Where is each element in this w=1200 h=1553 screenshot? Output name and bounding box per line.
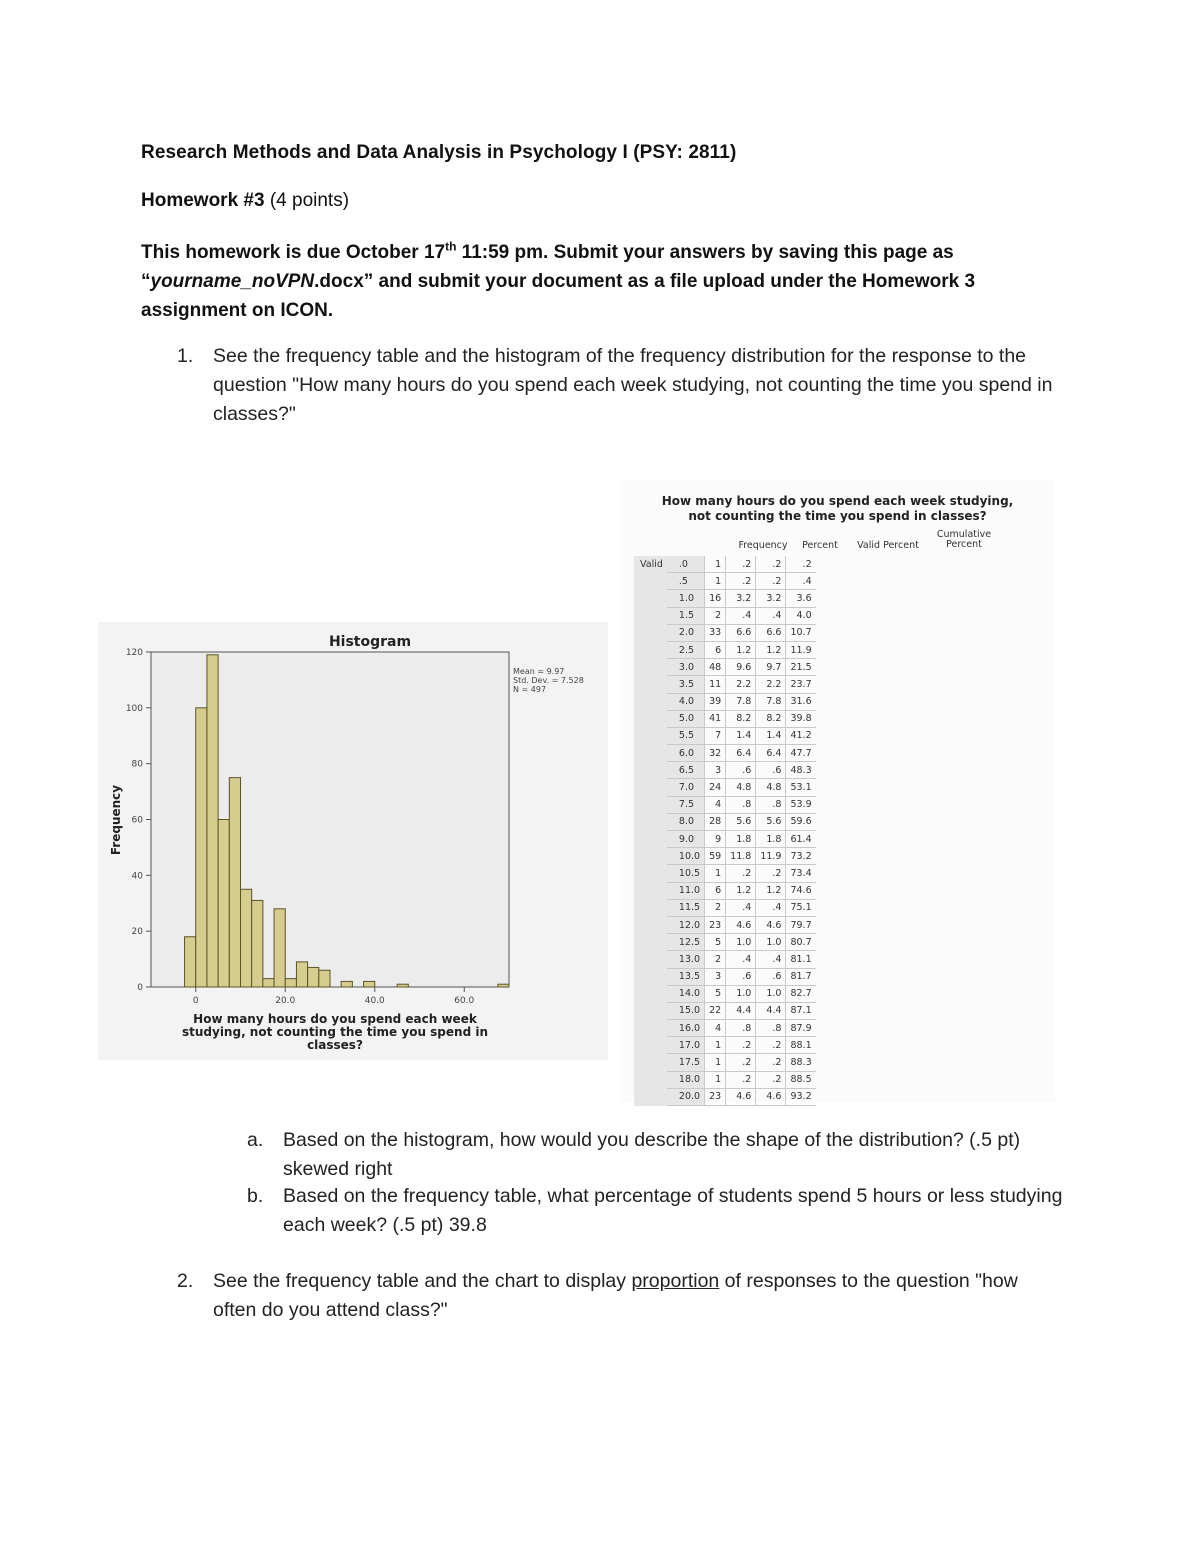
row-group-cell bbox=[634, 1037, 667, 1054]
table-row bbox=[634, 727, 816, 744]
frequency-cell: 5 bbox=[705, 934, 726, 951]
histogram-bar bbox=[364, 981, 375, 987]
frequency-cell: 1 bbox=[705, 573, 726, 590]
histogram-bar bbox=[196, 708, 207, 987]
frequency-cell: 28 bbox=[705, 813, 726, 830]
cumulative-percent-cell: 41.2 bbox=[786, 727, 816, 744]
header-cumulative-percent: Cumulative Percent bbox=[936, 529, 992, 550]
hours-cell: 7.5 bbox=[667, 796, 705, 813]
valid-percent-cell: 8.2 bbox=[756, 710, 786, 727]
frequency-cell: 3 bbox=[705, 762, 726, 779]
percent-cell: 11.8 bbox=[726, 848, 756, 865]
valid-percent-cell: 1.0 bbox=[756, 985, 786, 1002]
table-row bbox=[634, 1020, 816, 1037]
frequency-cell: 33 bbox=[705, 624, 726, 641]
row-group-cell bbox=[634, 813, 667, 830]
row-group-cell bbox=[634, 882, 667, 899]
table-row bbox=[634, 831, 816, 848]
x-tick-label: 0 bbox=[192, 996, 199, 1006]
frequency-cell: 11 bbox=[705, 676, 726, 693]
histogram-chart bbox=[98, 622, 608, 1060]
cumulative-percent-cell: 80.7 bbox=[786, 934, 816, 951]
row-group-cell bbox=[634, 641, 667, 658]
cumulative-percent-cell: 74.6 bbox=[786, 882, 816, 899]
percent-cell: .6 bbox=[726, 762, 756, 779]
cumulative-percent-cell: .2 bbox=[786, 556, 816, 573]
histogram-bar bbox=[308, 967, 319, 987]
stat-std-dev: Std. Dev. = 7.528 bbox=[513, 676, 584, 685]
percent-cell: 7.8 bbox=[726, 693, 756, 710]
hours-cell: 12.0 bbox=[667, 916, 705, 933]
x-axis-label-line-2: studying, not counting the time you spend in bbox=[181, 1025, 489, 1039]
row-group-cell bbox=[634, 710, 667, 727]
hours-cell: 13.5 bbox=[667, 968, 705, 985]
row-group-cell bbox=[634, 899, 667, 916]
percent-cell: 8.2 bbox=[726, 710, 756, 727]
cumulative-percent-cell: 87.1 bbox=[786, 1002, 816, 1019]
hours-cell: 4.0 bbox=[667, 693, 705, 710]
valid-percent-cell: 1.4 bbox=[756, 727, 786, 744]
valid-percent-cell: .6 bbox=[756, 762, 786, 779]
percent-cell: 6.6 bbox=[726, 624, 756, 641]
percent-cell: 5.6 bbox=[726, 813, 756, 830]
table-row bbox=[634, 676, 816, 693]
valid-percent-cell: 4.6 bbox=[756, 1088, 786, 1105]
frequency-cell: 24 bbox=[705, 779, 726, 796]
row-group-cell bbox=[634, 831, 667, 848]
table-row bbox=[634, 710, 816, 727]
frequency-cell: 9 bbox=[705, 831, 726, 848]
table-row bbox=[634, 899, 816, 916]
frequency-table-body bbox=[634, 556, 816, 1106]
frequency-cell: 3 bbox=[705, 968, 726, 985]
histogram-bar bbox=[252, 900, 263, 987]
frequency-cell: 1 bbox=[705, 556, 726, 573]
valid-percent-cell: 4.8 bbox=[756, 779, 786, 796]
x-axis bbox=[193, 987, 475, 1006]
hours-cell: 2.0 bbox=[667, 624, 705, 641]
hours-cell: 9.0 bbox=[667, 831, 705, 848]
frequency-cell: 4 bbox=[705, 1020, 726, 1037]
table-row bbox=[634, 865, 816, 882]
frequency-cell: 2 bbox=[705, 607, 726, 624]
question-2 bbox=[177, 1267, 1077, 1327]
frequency-cell: 41 bbox=[705, 710, 726, 727]
valid-percent-cell: 1.8 bbox=[756, 831, 786, 848]
hours-cell: 2.5 bbox=[667, 641, 705, 658]
question-1a-letter: a. bbox=[247, 1129, 264, 1151]
stat-n: N = 497 bbox=[513, 685, 547, 694]
frequency-cell: 1 bbox=[705, 1071, 726, 1088]
row-group-cell bbox=[634, 934, 667, 951]
header-frequency: Frequency bbox=[738, 540, 788, 551]
hours-cell: 16.0 bbox=[667, 1020, 705, 1037]
hours-cell: 5.0 bbox=[667, 710, 705, 727]
histogram-bar bbox=[185, 937, 196, 987]
table-row bbox=[634, 624, 816, 641]
frequency-cell: 1 bbox=[705, 865, 726, 882]
histogram-bar bbox=[207, 655, 218, 987]
valid-percent-cell: 9.7 bbox=[756, 659, 786, 676]
table-row bbox=[634, 745, 816, 762]
percent-cell: .2 bbox=[726, 1071, 756, 1088]
cumulative-percent-cell: 11.9 bbox=[786, 641, 816, 658]
table-title-line-1: How many hours do you spend each week studying, bbox=[661, 494, 1014, 508]
hours-cell: 3.5 bbox=[667, 676, 705, 693]
due-instructions bbox=[141, 238, 1081, 325]
percent-cell: .4 bbox=[726, 899, 756, 916]
percent-cell: .6 bbox=[726, 968, 756, 985]
hours-cell: 1.0 bbox=[667, 590, 705, 607]
valid-percent-cell: .8 bbox=[756, 1020, 786, 1037]
valid-percent-cell: 1.2 bbox=[756, 641, 786, 658]
hours-cell: 18.0 bbox=[667, 1071, 705, 1088]
x-tick-label: 20.0 bbox=[275, 996, 296, 1006]
histogram-bar bbox=[397, 984, 408, 987]
hours-cell: 14.0 bbox=[667, 985, 705, 1002]
row-group-cell bbox=[634, 762, 667, 779]
cumulative-percent-cell: 23.7 bbox=[786, 676, 816, 693]
question-1b bbox=[247, 1182, 1077, 1240]
histogram-bar bbox=[285, 979, 296, 987]
row-group-cell bbox=[634, 848, 667, 865]
percent-cell: .8 bbox=[726, 1020, 756, 1037]
valid-percent-cell: 1.0 bbox=[756, 934, 786, 951]
due-time-text: 11:59 pm. Submit your answers by saving this page as “ bbox=[141, 242, 954, 292]
doc-title: Research Methods and Data Analysis in Psychology I (PSY: 2811) bbox=[141, 142, 737, 163]
y-tick-label: 100 bbox=[125, 703, 143, 714]
cumulative-percent-cell: 73.2 bbox=[786, 848, 816, 865]
hours-cell: 15.0 bbox=[667, 1002, 705, 1019]
percent-cell: .4 bbox=[726, 951, 756, 968]
cumulative-percent-cell: 3.6 bbox=[786, 590, 816, 607]
row-group-cell bbox=[634, 985, 667, 1002]
hours-cell: 3.0 bbox=[667, 659, 705, 676]
frequency-cell: 22 bbox=[705, 1002, 726, 1019]
valid-percent-cell: .2 bbox=[756, 573, 786, 590]
percent-cell: .2 bbox=[726, 573, 756, 590]
row-group-cell bbox=[634, 865, 667, 882]
table-row bbox=[634, 848, 816, 865]
cumulative-percent-cell: 81.1 bbox=[786, 951, 816, 968]
cumulative-percent-cell: .4 bbox=[786, 573, 816, 590]
cumulative-percent-cell: 79.7 bbox=[786, 916, 816, 933]
row-group-cell bbox=[634, 968, 667, 985]
valid-percent-cell: .4 bbox=[756, 951, 786, 968]
due-text: This homework is due October 17 bbox=[141, 242, 446, 263]
percent-cell: 2.2 bbox=[726, 676, 756, 693]
hours-cell: 7.0 bbox=[667, 779, 705, 796]
row-group-cell bbox=[634, 1071, 667, 1088]
table-title-line-2: not counting the time you spend in classes? bbox=[688, 509, 987, 523]
hours-cell: 6.5 bbox=[667, 762, 705, 779]
cumulative-percent-cell: 93.2 bbox=[786, 1088, 816, 1105]
frequency-cell: 5 bbox=[705, 985, 726, 1002]
x-tick-label: 60.0 bbox=[454, 996, 475, 1006]
histogram-bar bbox=[263, 979, 274, 987]
percent-cell: .2 bbox=[726, 1037, 756, 1054]
frequency-cell: 2 bbox=[705, 899, 726, 916]
x-axis-label-line-1: How many hours do you spend each week bbox=[193, 1012, 477, 1026]
valid-percent-cell: 5.6 bbox=[756, 813, 786, 830]
valid-percent-cell: .8 bbox=[756, 796, 786, 813]
table-row bbox=[634, 934, 816, 951]
cumulative-percent-cell: 48.3 bbox=[786, 762, 816, 779]
percent-cell: 4.6 bbox=[726, 1088, 756, 1105]
percent-cell: 6.4 bbox=[726, 745, 756, 762]
table-row bbox=[634, 1071, 816, 1088]
homework-label: Homework #3 bbox=[141, 190, 265, 211]
hours-cell: 20.0 bbox=[667, 1088, 705, 1105]
histogram-bar bbox=[241, 889, 252, 987]
question-1a-text: Based on the histogram, how would you describe the shape of the distribution? (.5 pt) skewed right bbox=[283, 1129, 1021, 1180]
y-tick-label: 40 bbox=[131, 871, 143, 882]
table-row bbox=[634, 590, 816, 607]
row-group-cell bbox=[634, 916, 667, 933]
percent-cell: 1.2 bbox=[726, 882, 756, 899]
row-group-cell bbox=[634, 659, 667, 676]
table-row bbox=[634, 813, 816, 830]
valid-percent-cell: 11.9 bbox=[756, 848, 786, 865]
row-group-cell bbox=[634, 796, 667, 813]
homework-heading bbox=[141, 190, 349, 212]
percent-cell: .2 bbox=[726, 556, 756, 573]
frequency-cell: 4 bbox=[705, 796, 726, 813]
valid-percent-cell: .2 bbox=[756, 865, 786, 882]
row-group-cell bbox=[634, 951, 667, 968]
cumulative-percent-cell: 73.4 bbox=[786, 865, 816, 882]
cumulative-percent-cell: 87.9 bbox=[786, 1020, 816, 1037]
x-tick-label: 40.0 bbox=[364, 996, 385, 1006]
question-2-text-post: of responses to the question "how often do you attend class?" bbox=[213, 1270, 1018, 1321]
question-2-number: 2. bbox=[177, 1270, 194, 1292]
valid-percent-cell: 2.2 bbox=[756, 676, 786, 693]
hours-cell: 8.0 bbox=[667, 813, 705, 830]
percent-cell: .2 bbox=[726, 865, 756, 882]
percent-cell: 1.4 bbox=[726, 727, 756, 744]
cumulative-percent-cell: 53.9 bbox=[786, 796, 816, 813]
question-2-underlined: proportion bbox=[631, 1270, 720, 1292]
percent-cell: .4 bbox=[726, 607, 756, 624]
table-row bbox=[634, 985, 816, 1002]
cumulative-percent-cell: 82.7 bbox=[786, 985, 816, 1002]
hours-cell: .5 bbox=[667, 573, 705, 590]
question-1-text: See the frequency table and the histogram of the frequency distribution for the response to the question "How many hours do you spend each week studying, not counting the time you spend in classes?" bbox=[213, 345, 1053, 425]
histogram-bar bbox=[274, 909, 285, 987]
frequency-cell: 23 bbox=[705, 916, 726, 933]
frequency-cell: 23 bbox=[705, 1088, 726, 1105]
hours-cell: .0 bbox=[667, 556, 705, 573]
row-group-cell bbox=[634, 1002, 667, 1019]
valid-percent-cell: .2 bbox=[756, 1037, 786, 1054]
frequency-cell: 59 bbox=[705, 848, 726, 865]
table-row bbox=[634, 951, 816, 968]
cumulative-percent-cell: 81.7 bbox=[786, 968, 816, 985]
percent-cell: 1.0 bbox=[726, 934, 756, 951]
table-row bbox=[634, 1002, 816, 1019]
percent-cell: 4.6 bbox=[726, 916, 756, 933]
histogram-figure bbox=[98, 622, 608, 1060]
valid-percent-cell: 6.4 bbox=[756, 745, 786, 762]
hours-cell: 10.0 bbox=[667, 848, 705, 865]
hours-cell: 5.5 bbox=[667, 727, 705, 744]
y-axis bbox=[126, 648, 151, 993]
row-group-cell bbox=[634, 607, 667, 624]
table-row bbox=[634, 659, 816, 676]
y-tick-label: 80 bbox=[131, 759, 143, 770]
table-row bbox=[634, 916, 816, 933]
due-superscript: th bbox=[445, 239, 457, 254]
cumulative-percent-cell: 21.5 bbox=[786, 659, 816, 676]
homework-points: (4 points) bbox=[264, 190, 350, 211]
hours-cell: 12.5 bbox=[667, 934, 705, 951]
valid-percent-cell: 1.2 bbox=[756, 882, 786, 899]
stat-mean: Mean = 9.97 bbox=[513, 667, 565, 676]
percent-cell: 4.8 bbox=[726, 779, 756, 796]
table-row bbox=[634, 607, 816, 624]
due-post-text: .docx” and submit your document as a file upload under the Homework 3 assignment on ICON. bbox=[141, 271, 976, 321]
valid-percent-cell: .4 bbox=[756, 899, 786, 916]
percent-cell: .8 bbox=[726, 796, 756, 813]
histogram-bar bbox=[498, 984, 509, 987]
hours-cell: 6.0 bbox=[667, 745, 705, 762]
cumulative-percent-cell: 39.8 bbox=[786, 710, 816, 727]
table-row bbox=[634, 573, 816, 590]
hours-cell: 13.0 bbox=[667, 951, 705, 968]
row-group-cell bbox=[634, 624, 667, 641]
hours-cell: 10.5 bbox=[667, 865, 705, 882]
hours-cell: 11.0 bbox=[667, 882, 705, 899]
frequency-cell: 48 bbox=[705, 659, 726, 676]
row-group-cell bbox=[634, 1020, 667, 1037]
chart-title: Histogram bbox=[328, 634, 412, 650]
question-1-number: 1. bbox=[177, 345, 194, 367]
x-axis-label-line-3: classes? bbox=[307, 1038, 363, 1052]
histogram-bar bbox=[341, 981, 352, 987]
row-group-cell bbox=[634, 693, 667, 710]
row-group-cell bbox=[634, 745, 667, 762]
row-group-cell bbox=[634, 590, 667, 607]
table-title bbox=[640, 494, 1035, 524]
question-1b-letter: b. bbox=[247, 1185, 264, 1207]
question-1b-text: Based on the frequency table, what percentage of students spend 5 hours or less studying each week? (.5 pt) 39.8 bbox=[283, 1185, 1063, 1236]
frequency-cell: 6 bbox=[705, 882, 726, 899]
valid-label: Valid bbox=[634, 556, 667, 573]
cumulative-percent-cell: 53.1 bbox=[786, 779, 816, 796]
percent-cell: 9.6 bbox=[726, 659, 756, 676]
percent-cell: 1.0 bbox=[726, 985, 756, 1002]
table-row bbox=[634, 1088, 816, 1105]
percent-cell: 1.2 bbox=[726, 641, 756, 658]
cumulative-percent-cell: 88.5 bbox=[786, 1071, 816, 1088]
cumulative-percent-cell: 4.0 bbox=[786, 607, 816, 624]
percent-cell: 3.2 bbox=[726, 590, 756, 607]
cumulative-percent-cell: 47.7 bbox=[786, 745, 816, 762]
table-row bbox=[634, 968, 816, 985]
valid-percent-cell: 4.4 bbox=[756, 1002, 786, 1019]
y-axis-label: Frequency bbox=[109, 784, 123, 856]
row-group-cell bbox=[634, 1088, 667, 1105]
valid-percent-cell: 4.6 bbox=[756, 916, 786, 933]
row-group-cell bbox=[634, 727, 667, 744]
hours-cell: 1.5 bbox=[667, 607, 705, 624]
question-2-text-pre: See the frequency table and the chart to display bbox=[213, 1270, 632, 1292]
cumulative-percent-cell: 10.7 bbox=[786, 624, 816, 641]
histogram-bar bbox=[319, 970, 330, 987]
question-1a bbox=[247, 1126, 1077, 1184]
valid-percent-cell: .6 bbox=[756, 968, 786, 985]
table-row bbox=[634, 693, 816, 710]
cumulative-percent-cell: 31.6 bbox=[786, 693, 816, 710]
histogram-bar bbox=[296, 962, 307, 987]
frequency-cell: 1 bbox=[705, 1054, 726, 1071]
table-row bbox=[634, 1054, 816, 1071]
frequency-cell: 1 bbox=[705, 1037, 726, 1054]
hours-cell: 17.5 bbox=[667, 1054, 705, 1071]
frequency-cell: 32 bbox=[705, 745, 726, 762]
valid-percent-cell: .2 bbox=[756, 1054, 786, 1071]
histogram-bar bbox=[229, 778, 240, 987]
histogram-bar bbox=[218, 820, 229, 988]
hours-cell: 17.0 bbox=[667, 1037, 705, 1054]
valid-percent-cell: 3.2 bbox=[756, 590, 786, 607]
y-tick-label: 0 bbox=[137, 983, 143, 993]
question-1 bbox=[177, 342, 1077, 432]
frequency-cell: 2 bbox=[705, 951, 726, 968]
table-row bbox=[634, 882, 816, 899]
cumulative-percent-cell: 59.6 bbox=[786, 813, 816, 830]
header-valid-percent: Valid Percent bbox=[857, 540, 919, 551]
percent-cell: .2 bbox=[726, 1054, 756, 1071]
frequency-cell: 6 bbox=[705, 641, 726, 658]
table-row bbox=[634, 556, 816, 573]
percent-cell: 4.4 bbox=[726, 1002, 756, 1019]
table-row bbox=[634, 779, 816, 796]
frequency-table-figure bbox=[620, 480, 1055, 1102]
table-row bbox=[634, 762, 816, 779]
valid-percent-cell: .2 bbox=[756, 1071, 786, 1088]
y-tick-label: 60 bbox=[131, 815, 143, 826]
valid-percent-cell: .4 bbox=[756, 607, 786, 624]
cumulative-percent-cell: 61.4 bbox=[786, 831, 816, 848]
cumulative-percent-cell: 88.1 bbox=[786, 1037, 816, 1054]
frequency-cell: 39 bbox=[705, 693, 726, 710]
header-percent: Percent bbox=[802, 540, 838, 551]
cumulative-percent-cell: 88.3 bbox=[786, 1054, 816, 1071]
cumulative-percent-cell: 75.1 bbox=[786, 899, 816, 916]
table-row bbox=[634, 1037, 816, 1054]
y-tick-label: 20 bbox=[131, 927, 143, 938]
table-row bbox=[634, 641, 816, 658]
table-row bbox=[634, 796, 816, 813]
row-group-cell bbox=[634, 573, 667, 590]
valid-percent-cell: 6.6 bbox=[756, 624, 786, 641]
valid-percent-cell: 7.8 bbox=[756, 693, 786, 710]
frequency-cell: 7 bbox=[705, 727, 726, 744]
row-group-cell bbox=[634, 779, 667, 796]
frequency-cell: 16 bbox=[705, 590, 726, 607]
row-group-cell bbox=[634, 676, 667, 693]
due-filename: yourname_noVPN bbox=[150, 271, 315, 292]
hours-cell: 11.5 bbox=[667, 899, 705, 916]
valid-percent-cell: .2 bbox=[756, 556, 786, 573]
row-group-cell bbox=[634, 1054, 667, 1071]
percent-cell: 1.8 bbox=[726, 831, 756, 848]
question-2-text bbox=[213, 1267, 1063, 1325]
y-tick-label: 120 bbox=[125, 648, 143, 658]
